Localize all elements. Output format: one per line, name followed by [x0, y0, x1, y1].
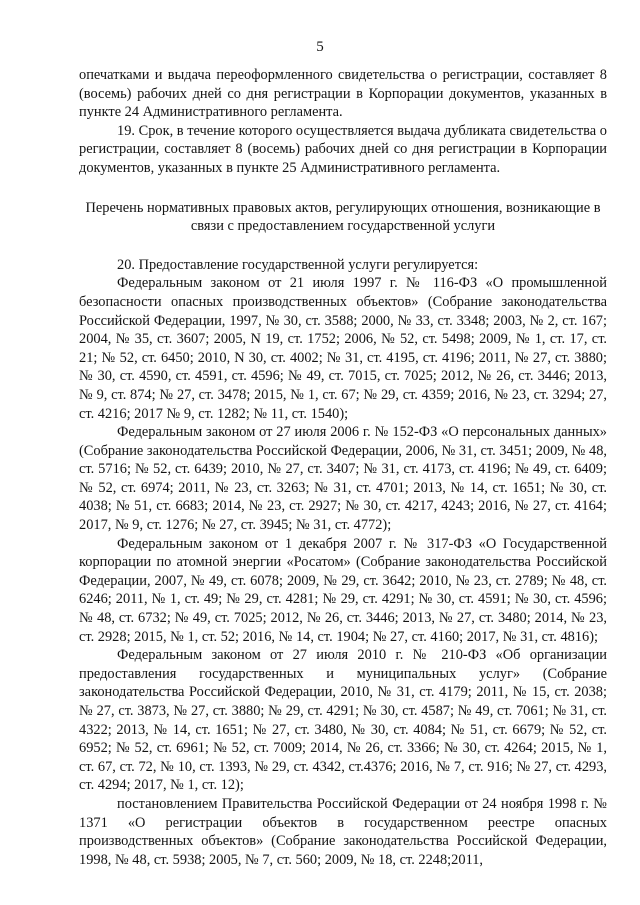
section-heading: Перечень нормативных правовых актов, регулирующих отношения, возникающие в связи с предоставлением государственной услуги	[85, 199, 601, 235]
paragraph-law-317: Федеральным законом от 1 декабря 2007 г. № 317-ФЗ «О Государственной корпорации по атомной энергии «Росатом» (Собрание законодательства Российской Федерации, 2007, № 49, ст. 6078; 2009, № 29, ст. 3642; 2010, № 23, ст. 2789; № 48, ст. 6246; 2011, № 1, ст. 49; № 29, ст. 4281; № 29, ст. 4291; № 30, ст. 4591; № 30, ст. 4596; № 48, ст. 6732; № 49, ст. 7025; 2012, № 26, ст. 3446; 2013, № 27, ст. 3480; 2014, № 23, ст. 2928; 2015, № 1, ст. 52; 2016, № 14, ст. 1904; № 27, ст. 4160; 2017, № 31, ст. 4816);	[79, 535, 607, 645]
paragraph-continuation: опечатками и выдача переоформленного свидетельства о регистрации, составляет 8 (восемь) рабочих дней со дня регистрации в Корпорации документов, указанных в пункте 24 Административного регламента.	[79, 67, 607, 121]
document-body	[79, 66, 607, 869]
paragraph-law-210: Федеральным законом от 27 июля 2010 г. № 210-ФЗ «Об организации предоставления государственных и муниципальных услуг» (Собрание законодательства Российской Федерации, 2010, № 31, ст. 4179; 2011, № 15, ст. 2038; № 27, ст. 3873, № 27, ст. 3880; № 29, ст. 4291; № 30, ст. 4587; № 49, ст. 7061; № 31, ст. 4322; 2013, № 14, ст. 1651; № 27, ст. 3480, № 30, ст. 4084; № 51, ст. 6679; № 52, ст. 6952; № 52, ст. 6961; № 52, ст. 7009; 2014, № 26, ст. 3366; № 30, ст. 4264; 2015, № 1, ст. 67, ст. 72, № 10, ст. 1393, № 29, ст. 4342, ст.4376; 2016, № 7, ст. 916; № 27, ст. 4293, ст. 4294; 2017, № 1, ст. 12);	[79, 647, 607, 794]
paragraph-law-116: Федеральным законом от 21 июля 1997 г. № 116-ФЗ «О промышленной безопасности опасных производственных объектов» (Собрание законодательства Российской Федерации, 1997, № 30, ст. 3588; 2000, № 33, ст. 3348; 2003, № 2, ст. 167; 2004, № 35, ст. 3607; 2005, N 19, ст. 1752; 2006, № 52, ст. 5498; 2009, № 1, ст. 17, ст. 21; № 52, ст. 6450; 2010, N 30, ст. 4002; № 31, ст. 4195, ст. 4196; 2011, № 27, ст. 3880; № 30, ст. 4590, ст. 4591, ст. 4596; № 49, ст. 7015, ст. 7025; 2012, № 26, ст. 3446; 2013, № 9, ст. 874; № 27, ст. 3478; 2015, № 1, ст. 67; № 29, ст. 4359; 2016, № 23, ст. 3294; 27, ст. 4216; 2017 № 9, ст. 1282; № 11, ст. 1540);	[79, 275, 607, 422]
paragraph-item-20: 20. Предоставление государственной услуги регулируется:	[117, 256, 479, 273]
spacer	[79, 236, 607, 256]
paragraph-decree-1371: постановлением Правительства Российской Федерации от 24 ноября 1998 г. № 1371 «О регистрации объектов в государственном реестре опасных производственных объектов» (Собрание законодательства Российской Федерации, 1998, № 48, ст. 5938; 2005, № 7, ст. 560; 2009, № 18, ст. 2248;2011,	[79, 795, 607, 868]
spacer	[79, 178, 607, 199]
page-number: 5	[316, 39, 324, 55]
paragraph-item-19: 19. Срок, в течение которого осуществляется выдача дубликата свидетельства о регистрации, составляет 8 (восемь) рабочих дней со дня регистрации в Корпорации документов, указанных в пункте 25 Административного регламента.	[79, 122, 607, 176]
paragraph-law-152: Федеральным законом от 27 июля 2006 г. № 152-ФЗ «О персональных данных» (Собрание законодательства Российской Федерации, 2006, № 31, ст. 3451; 2009, № 48, ст. 5716; № 52, ст. 6439; 2010, № 27, ст. 3407; № 31, ст. 4173, ст. 4196; № 49, ст. 6409; № 52, ст. 6974; 2011, № 23, ст. 3263; № 31, ст. 4701; 2013, № 14, ст. 1651; № 30, ст. 4038; № 51, ст. 6683; 2014, № 23, ст. 2927; № 30, ст. 4217, 4243; 2016, № 27, ст. 4164; 2017, № 9, ст. 1276; № 27, ст. 3945; № 31, ст. 4772);	[79, 424, 607, 534]
